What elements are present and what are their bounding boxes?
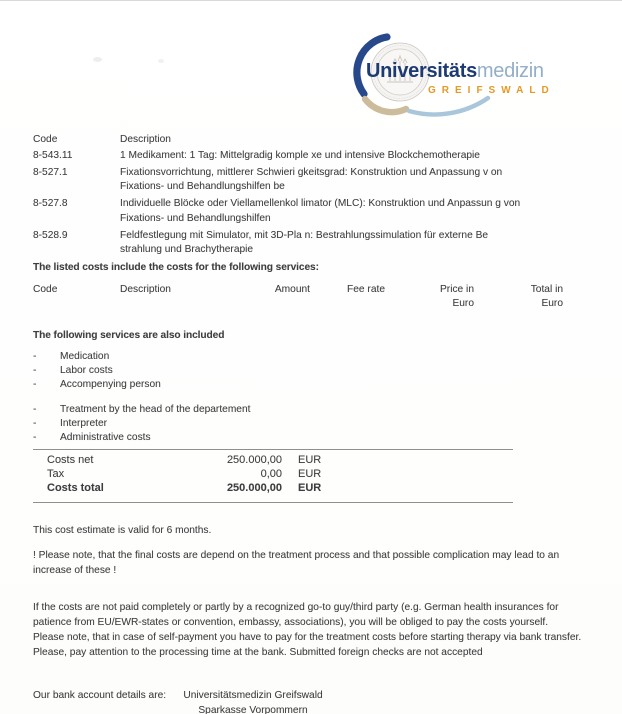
code-column-header: Code bbox=[33, 134, 58, 145]
bank-account-holder: Universitätsmedizin Greifswald bbox=[183, 690, 323, 701]
table-row bbox=[33, 166, 589, 195]
list-item: - Administrative costs bbox=[33, 431, 151, 443]
dash-bullet: - bbox=[33, 404, 37, 416]
logo-wordmark bbox=[366, 60, 544, 82]
payment-terms bbox=[33, 600, 591, 660]
bank-details-value bbox=[167, 688, 339, 714]
service-code: 8-528.9 bbox=[33, 229, 68, 241]
service-code: 8-527.1 bbox=[33, 166, 68, 178]
col-price-in-euro: Price in Euro bbox=[440, 284, 474, 309]
included-costs-heading: The listed costs include the costs for the following services: bbox=[33, 262, 319, 273]
costs-net-row: Costs net 250.000,00 EUR bbox=[47, 454, 322, 466]
dash-bullet: - bbox=[33, 364, 37, 376]
col-description: Description bbox=[120, 284, 171, 295]
col-fee-rate: Fee rate bbox=[347, 284, 385, 295]
dash-bullet: - bbox=[33, 431, 37, 443]
description-column-header: Description bbox=[120, 134, 171, 145]
dash-bullet: - bbox=[33, 351, 37, 362]
service-description: 1 Medikament: 1 Tag: Mittelgradig komple xe und intensive Blockchemotherapie bbox=[120, 149, 480, 161]
list-item: - Treatment by the head of the departement bbox=[33, 404, 251, 416]
dash-bullet: - bbox=[33, 418, 37, 430]
also-included-list bbox=[33, 350, 433, 445]
logo-name-bold: Universitäts bbox=[366, 60, 477, 82]
col-code: Code bbox=[33, 284, 58, 295]
list-item: - Interpreter bbox=[33, 418, 107, 430]
university-logo bbox=[340, 28, 622, 120]
table-row bbox=[33, 149, 589, 164]
payment-paragraph-1: If the costs are not paid completely or partly by a recognized go-to guy/third party (e.g. German health insurances for patience from EU/EWR-states or convention, embassy, associations), you will be obliged to pay the costs yourself. bbox=[33, 602, 559, 628]
list-item: - Labor costs bbox=[33, 364, 113, 376]
list-item: - Medication bbox=[33, 351, 110, 362]
complication-warning: ! Please note, that the final costs are depend on the treatment process and that possible complication may lead to an increase of these ! bbox=[33, 550, 560, 576]
col-total-in-euro: Total in Euro bbox=[530, 284, 563, 309]
logo-name-light: medizin bbox=[476, 60, 544, 82]
costs-total-row: Costs total 250.000,00 EUR bbox=[47, 482, 322, 494]
service-code: 8-543.11 bbox=[33, 149, 73, 161]
service-description: Feldfestlegung mit Simulator, mit 3D-Pla n: Bestrahlungssimulation für externe Be strahlung und Brachytherapie bbox=[120, 229, 489, 255]
logo-city-label: GREIFSWALD bbox=[428, 85, 555, 96]
table-row bbox=[33, 229, 589, 258]
bank-details-label: Our bank account details are: bbox=[33, 690, 167, 701]
validity-note: This cost estimate is valid for 6 months. bbox=[33, 525, 212, 536]
scan-smudge bbox=[93, 57, 102, 62]
service-codes-table bbox=[33, 133, 589, 260]
payment-paragraph-2: Please note, that in case of self-payment you have to pay for the treatment costs before starting therapy via bank transfer. Please, pay attention to the processing time at the bank. Submitted foreign checks are not accepted bbox=[33, 632, 582, 658]
table-row bbox=[33, 197, 589, 226]
codes-header-row bbox=[33, 133, 589, 148]
cost-table-header-row bbox=[33, 283, 573, 315]
dash-bullet: - bbox=[33, 378, 37, 390]
col-amount: Amount bbox=[274, 284, 310, 295]
tax-row: Tax 0,00 EUR bbox=[47, 468, 322, 480]
service-description: Fixationsvorrichtung, mittlerer Schwieri gkeitsgrad: Konstruktion und Anpassung v on Fixations- und Behandlungshilfen be bbox=[120, 166, 503, 192]
list-item: - Accompenying person bbox=[33, 378, 161, 390]
service-code: 8-527.8 bbox=[33, 198, 68, 209]
totals-table bbox=[33, 449, 513, 503]
scan-smudge bbox=[158, 59, 164, 63]
service-description: Individuelle Blöcke oder Viellamellenkol limator (MLC): Konstruktion und Anpassun g von Fixations- und Behandlungshilfen bbox=[120, 198, 521, 224]
bank-name: Sparkasse Vorpommern bbox=[198, 705, 308, 714]
also-included-heading: The following services are also included bbox=[33, 330, 225, 341]
scan-edge-line bbox=[0, 0, 622, 1]
bank-details bbox=[33, 688, 339, 714]
